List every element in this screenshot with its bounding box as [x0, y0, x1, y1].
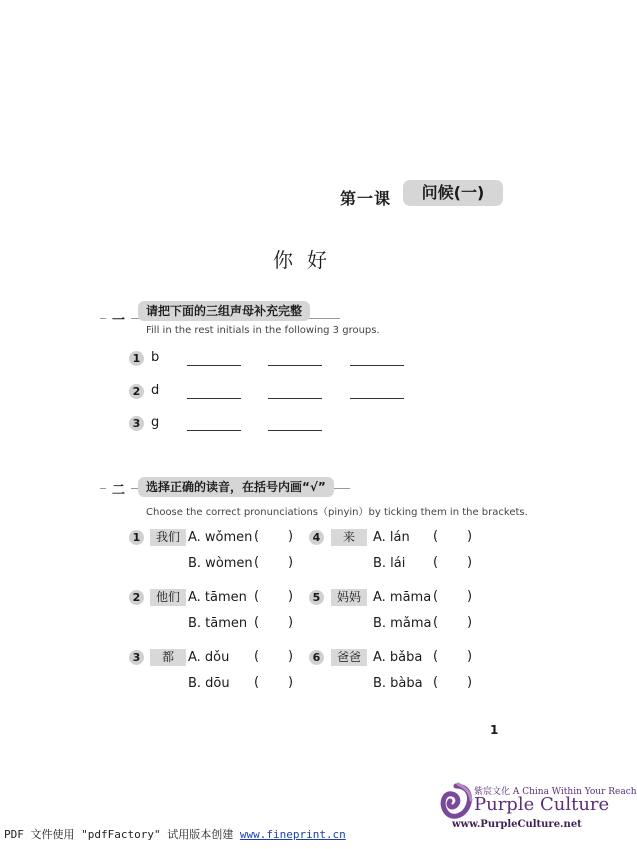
answer-blank[interactable]	[187, 365, 241, 366]
watermark-brand: Purple Culture	[474, 794, 610, 815]
answer-blank[interactable]	[187, 398, 241, 399]
answer-blank[interactable]	[268, 365, 322, 366]
option-b: B. wòmen	[188, 556, 253, 571]
option-a: A. lán	[373, 530, 410, 545]
item-number: 5	[309, 590, 324, 605]
answer-blank[interactable]	[350, 398, 404, 399]
option-a: A. bǎba	[373, 650, 423, 665]
chinese-word: 爸爸	[331, 649, 367, 666]
item-number: 3	[129, 416, 144, 431]
option-a: A. māma	[373, 590, 432, 605]
item-number: 1	[129, 351, 144, 366]
chinese-word: 妈妈	[331, 589, 367, 606]
answer-blank[interactable]	[268, 430, 322, 431]
tick-bracket-open[interactable]: (	[433, 615, 439, 630]
lesson-title: 问候(一)	[403, 180, 503, 206]
answer-blank[interactable]	[350, 365, 404, 366]
option-b: B. lái	[373, 556, 406, 571]
initial-letter: g	[151, 415, 160, 430]
item-number: 6	[309, 650, 324, 665]
pdf-footer-text: PDF 文件使用 "pdfFactory" 试用版本创建	[4, 828, 234, 841]
item-number: 3	[129, 650, 144, 665]
chinese-word: 来	[331, 529, 367, 546]
initial-letter: b	[151, 350, 160, 365]
tick-bracket-open[interactable]: (	[254, 589, 260, 604]
option-b: B. dōu	[188, 676, 230, 691]
option-b: B. tāmen	[188, 616, 248, 631]
tick-bracket-close[interactable]: )	[467, 649, 473, 664]
chinese-word: 都	[150, 649, 186, 666]
section-2-title: 选择正确的读音，在括号内画“√”	[138, 477, 334, 497]
tick-bracket-close[interactable]: )	[288, 555, 294, 570]
tick-bracket-open[interactable]: (	[433, 589, 439, 604]
watermark-tagline: 紫宸文化 A China Within Your Reach	[474, 787, 637, 797]
option-b: B. bàba	[373, 676, 423, 691]
tick-bracket-open[interactable]: (	[254, 529, 260, 544]
tick-bracket-close[interactable]: )	[288, 649, 294, 664]
item-number: 2	[129, 384, 144, 399]
page-number: 1	[490, 723, 499, 737]
section-1-title: 请把下面的三组声母补充完整	[138, 301, 310, 321]
answer-blank[interactable]	[187, 430, 241, 431]
tick-bracket-close[interactable]: )	[288, 589, 294, 604]
pdf-footer	[4, 826, 346, 842]
tick-bracket-open[interactable]: (	[433, 649, 439, 664]
tick-bracket-close[interactable]: )	[467, 675, 473, 690]
initial-letter: d	[151, 383, 160, 398]
chinese-word: 我们	[150, 529, 186, 546]
tick-bracket-open[interactable]: (	[433, 529, 439, 544]
chinese-word: 他们	[150, 589, 186, 606]
pdf-footer-link[interactable]: www.fineprint.cn	[239, 828, 346, 841]
purple-culture-logo-icon	[438, 782, 474, 822]
tick-bracket-close[interactable]: )	[288, 675, 294, 690]
tick-bracket-close[interactable]: )	[288, 615, 294, 630]
section-1-instruction: Fill in the rest initials in the following 3 groups.	[146, 325, 380, 336]
tick-bracket-open[interactable]: (	[254, 649, 260, 664]
page-title: 你好	[273, 248, 341, 272]
option-a: A. wǒmen	[188, 530, 253, 545]
tick-bracket-close[interactable]: )	[467, 555, 473, 570]
option-a: A. dǒu	[188, 650, 230, 665]
watermark-url: www.PurpleCulture.net	[452, 819, 582, 830]
item-number: 4	[309, 530, 324, 545]
tick-bracket-open[interactable]: (	[433, 555, 439, 570]
section-2-number: 二	[106, 479, 131, 498]
tick-bracket-open[interactable]: (	[254, 675, 260, 690]
tick-bracket-close[interactable]: )	[467, 615, 473, 630]
tick-bracket-close[interactable]: )	[288, 529, 294, 544]
tick-bracket-open[interactable]: (	[433, 675, 439, 690]
item-number: 2	[129, 590, 144, 605]
tick-bracket-close[interactable]: )	[467, 589, 473, 604]
answer-blank[interactable]	[268, 398, 322, 399]
section-1-number: 一	[106, 309, 131, 328]
tick-bracket-open[interactable]: (	[254, 555, 260, 570]
item-number: 1	[129, 530, 144, 545]
tick-bracket-open[interactable]: (	[254, 615, 260, 630]
option-b: B. mǎma	[373, 616, 432, 631]
option-a: A. tāmen	[188, 590, 247, 605]
lesson-number: 第一课	[340, 189, 392, 208]
tick-bracket-close[interactable]: )	[467, 529, 473, 544]
section-2-instruction: Choose the correct pronunciations（pinyin）by ticking them in the brackets.	[146, 507, 528, 518]
